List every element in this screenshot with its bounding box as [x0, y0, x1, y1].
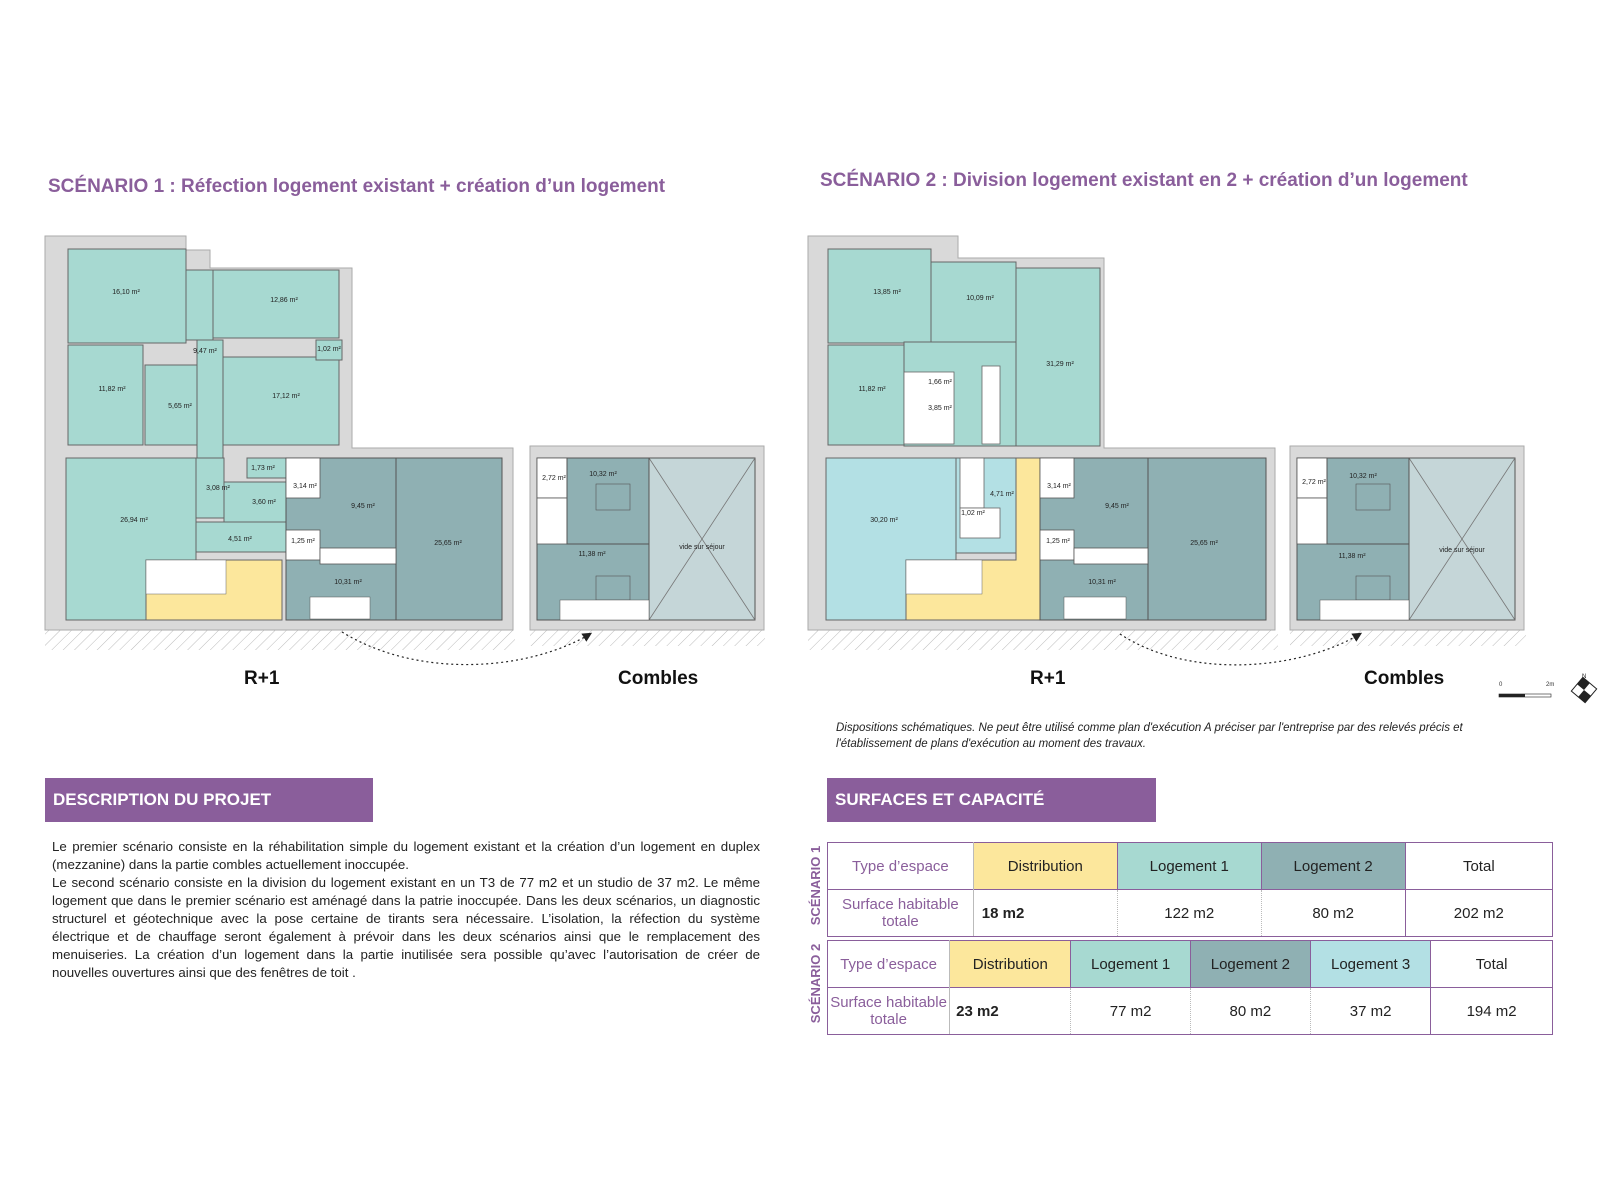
s1-room-label: 9,45 m²: [351, 503, 375, 510]
s2-room-label: 31,29 m²: [1046, 361, 1074, 368]
s2-room-label: 1,02 m²: [961, 510, 985, 517]
val-logement2: 80 m2: [1190, 988, 1310, 1035]
s1-room-label: 26,94 m²: [120, 517, 148, 524]
s1-room-label: 4,51 m²: [228, 536, 252, 543]
s2-r1-plan: [808, 236, 1278, 650]
val-logement1: 122 m2: [1117, 890, 1261, 937]
col-logement1: Logement 1: [1117, 843, 1261, 890]
s1-room-label: 10,31 m²: [334, 579, 362, 586]
col-logement2: Logement 2: [1261, 843, 1405, 890]
col-distribution: Distribution: [950, 941, 1071, 988]
s1-room-label: 16,10 m²: [112, 289, 140, 296]
val-logement3: 37 m2: [1311, 988, 1431, 1035]
s1-combles-plan: [530, 446, 765, 646]
s1-combles-room-label: 10,32 m²: [589, 471, 617, 478]
val-distribution: 18 m2: [973, 890, 1117, 937]
s2-room-label: 1,25 m²: [1046, 538, 1070, 545]
s1-room-label: 12,86 m²: [270, 297, 298, 304]
s2-room-label: 10,09 m²: [966, 295, 994, 302]
s1-room-label: 1,25 m²: [291, 538, 315, 545]
scenario1-title: SCÉNARIO 1 : Réfection logement existant + création d’un logement: [48, 176, 666, 197]
s1-room-label: 3,14 m²: [293, 483, 317, 490]
svg-text:0: 0: [1499, 682, 1503, 688]
s1-combles-room-label: 2,72 m²: [542, 475, 566, 482]
s2-combles-room-label: 11,38 m²: [1338, 553, 1366, 560]
s1-room-label: 11,82 m²: [98, 386, 126, 393]
s1-combles-label: Combles: [618, 668, 699, 689]
col-total: Total: [1405, 843, 1552, 890]
scenario2-vertical-label: SCÉNARIO 2: [808, 943, 824, 1024]
s1-room-label: 5,65 m²: [168, 403, 192, 410]
description-paragraph: Le second scénario consiste en la division du logement existant en un T3 de 77 m2 et un studio de 37 m2. Le même logement que dans le premier scénario est aménagé dans la patrie inoccupée. Dans les deux scénarios, un diagnostic structurel et géotechnique avec la pose certaine de tirants sera nécessaire. L’isolation, la réfection du système électrique et de chauffage seront également à prévoir dans les deux scénarios ainsi que le remplacement des menuiseries. La création d’un logement dans la partie inutilisée sera possible qu’avec l’autorisation de créer de nouvelles ouvertures ainsi que des fenêtres de toit .: [52, 875, 760, 980]
s1-room-label: 3,60 m²: [252, 499, 276, 506]
s2-room-label: 1,66 m²: [928, 379, 952, 386]
description-text: [52, 838, 760, 982]
s2-combles-plan: [1290, 446, 1526, 646]
s2-room-label: 30,20 m²: [870, 517, 898, 524]
scenario2-surface-table: [827, 940, 1553, 1035]
scale-bar: [1499, 682, 1554, 697]
s1-combles-room-label: 11,38 m²: [578, 551, 606, 558]
scenario2-title: SCÉNARIO 2 : Division logement existant en 2 + création d’un logement: [820, 170, 1468, 191]
col-distribution: Distribution: [973, 843, 1117, 890]
val-logement1: 77 m2: [1071, 988, 1190, 1035]
disclaimer: Dispositions schématiques. Ne peut être utilisé comme plan d'exécution A préciser par l'entreprise par des relevés précis et l'établissement de plans d'exécution au moment des travaux.: [836, 722, 1463, 750]
col-total: Total: [1431, 941, 1553, 988]
s2-combles-room-label: 2,72 m²: [1302, 479, 1326, 486]
scenario1-surface-table: [827, 842, 1553, 937]
type-label: Type d’espace: [828, 843, 974, 890]
val-logement2: 80 m2: [1261, 890, 1405, 937]
description-heading: DESCRIPTION DU PROJET: [45, 778, 373, 822]
surfaces-heading: SURFACES ET CAPACITÉ: [827, 778, 1156, 822]
s1-room-label: 3,08 m²: [206, 485, 230, 492]
description-paragraph: Le premier scénario consiste en la réhabilitation simple du logement existant et la création d’un logement en duplex (mezzanine) dans la partie combles actuellement inoccupée.: [52, 839, 760, 872]
col-logement1: Logement 1: [1071, 941, 1190, 988]
val-distribution: 23 m2: [950, 988, 1071, 1035]
s2-room-label: 4,71 m²: [990, 491, 1014, 498]
s2-combles-label: Combles: [1364, 668, 1445, 689]
s1-room-label: 1,73 m²: [251, 465, 275, 472]
s2-room-label: 25,65 m²: [1190, 540, 1218, 547]
s2-room-label: 10,31 m²: [1088, 579, 1116, 586]
north-icon: [1569, 672, 1600, 703]
svg-text:2m: 2m: [1546, 682, 1555, 688]
s2-r1-label: R+1: [1030, 668, 1066, 689]
s2-room-label: 3,14 m²: [1047, 483, 1071, 490]
s2-combles-room-label: 10,32 m²: [1349, 473, 1377, 480]
s2-room-label: 11,82 m²: [858, 386, 886, 393]
scenario1-vertical-label: SCÉNARIO 1: [808, 845, 824, 926]
s1-r1-label: R+1: [244, 668, 280, 689]
s1-room-label: 25,65 m²: [434, 540, 462, 547]
surface-label: Surface habitable totale: [828, 890, 974, 937]
s2-room-label: 13,85 m²: [873, 289, 901, 296]
col-logement2: Logement 2: [1190, 941, 1310, 988]
val-total: 202 m2: [1405, 890, 1552, 937]
s1-r1-plan: [45, 236, 515, 650]
s2-room-label: 9,45 m²: [1105, 503, 1129, 510]
s1-room-label: 9,47 m²: [193, 348, 217, 355]
svg-text:N: N: [1582, 674, 1587, 680]
s1-room-label: 1,02 m²: [317, 346, 341, 353]
s2-room-label: 3,85 m²: [928, 405, 952, 412]
s2-combles-room-label: vide sur séjour: [1439, 547, 1485, 554]
val-total: 194 m2: [1431, 988, 1553, 1035]
surface-label: Surface habitable totale: [828, 988, 950, 1035]
type-label: Type d’espace: [828, 941, 950, 988]
s1-room-label: 17,12 m²: [272, 393, 300, 400]
col-logement3: Logement 3: [1311, 941, 1431, 988]
s1-combles-room-label: vide sur séjour: [679, 544, 725, 551]
